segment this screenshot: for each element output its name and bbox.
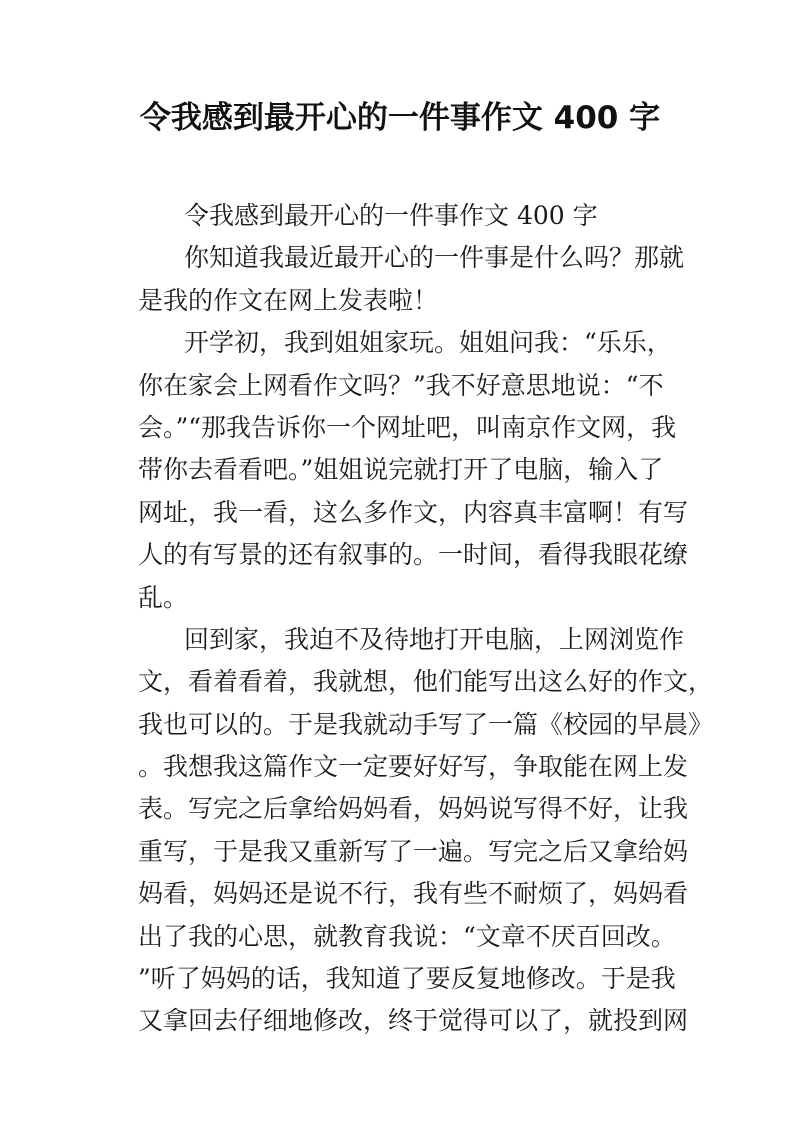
subtitle-line: 令我感到最开心的一件事作文 400 字 <box>184 201 598 230</box>
paragraph-3-line-4: 。我想我这篇作文一定要好好写，争取能在网上发 <box>138 752 689 782</box>
paragraph-2-line-4: 带你去看看吧。”姐姐说完就打开了电脑，输入了 <box>138 455 664 485</box>
paragraph-3-line-8: 出了我的心思，就教育我说：“文章不厌百回改。 <box>138 921 676 951</box>
paragraph-3-line-10: 又拿回去仔细地修改，终于觉得可以了，就投到网 <box>138 1006 689 1036</box>
paragraph-2-line-5: 网址，我一看，这么多作文，内容真丰富啊！有写 <box>138 497 689 527</box>
paragraph-1-line-2: 是我的作文在网上发表啦！ <box>138 285 439 315</box>
paragraph-2-line-6: 人的有写景的还有叙事的。一时间，看得我眼花缭 <box>138 540 689 570</box>
paragraph-3-line-5: 表。写完之后拿给妈妈看，妈妈说写得不好，让我 <box>138 794 689 824</box>
paragraph-3-line-3: 我也可以的。于是我就动手写了一篇《校园的早晨》 <box>138 709 714 739</box>
document-body <box>138 195 714 1043</box>
document-title: 令我感到最开心的一件事作文 400 字 <box>139 100 661 136</box>
paragraph-3-line-2: 文，看着看着，我就想，他们能写出这么好的作文， <box>138 667 714 697</box>
paragraph-2-line-2: 你在家会上网看作文吗？”我不好意思地说：“不 <box>138 370 664 400</box>
paragraph-2-line-7: 乱。 <box>138 582 189 612</box>
paragraph-3-line-6: 重写，于是我又重新写了一遍。写完之后又拿给妈 <box>138 836 689 866</box>
paragraph-3-line-9: ”听了妈妈的话，我知道了要反复地修改。于是我 <box>138 964 676 994</box>
paragraph-3-line-1: 回到家，我迫不及待地打开电脑，上网浏览作 <box>184 624 685 654</box>
paragraph-2-line-3: 会。”“那我告诉你一个网址吧，叫南京作文网，我 <box>138 412 677 442</box>
paragraph-3-line-7: 妈看，妈妈还是说不行，我有些不耐烦了，妈妈看 <box>138 879 689 909</box>
paragraph-2-line-1: 开学初，我到姐姐家玩。姐姐问我：“乐乐， <box>184 328 672 358</box>
paragraph-1-line-1: 你知道我最近最开心的一件事是什么吗？那就 <box>184 243 685 273</box>
